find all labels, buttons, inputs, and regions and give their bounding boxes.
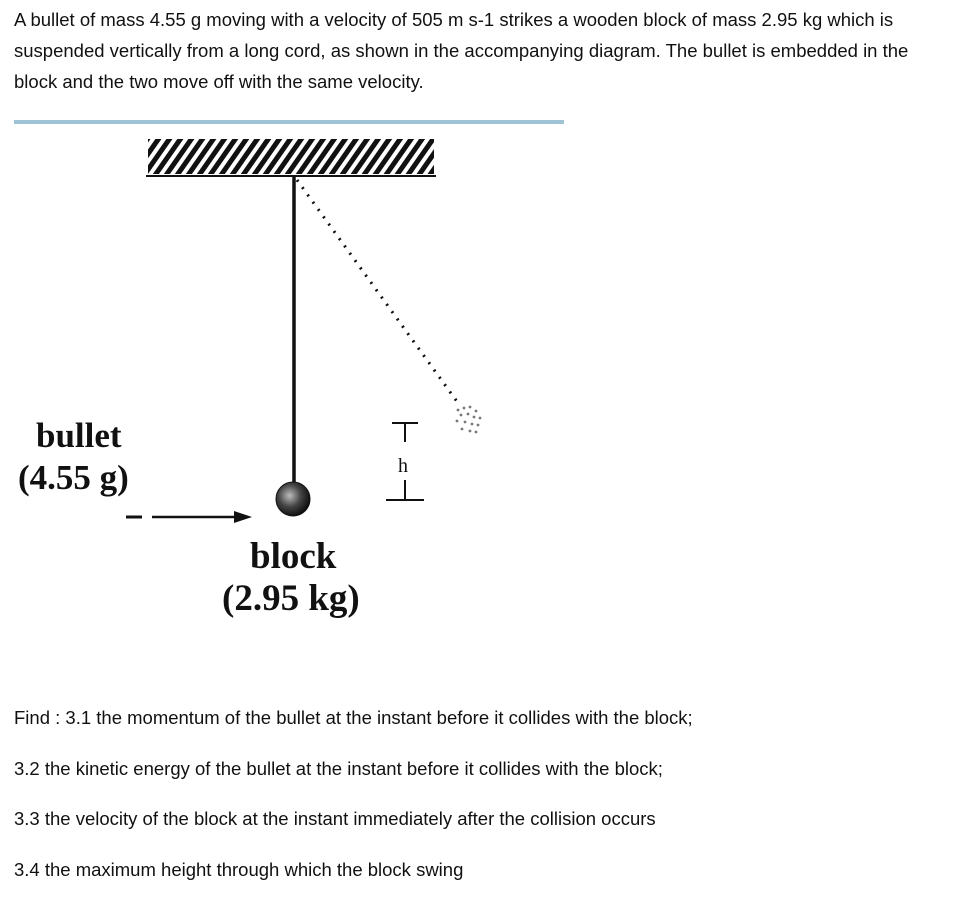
bullet-arrowhead [234,511,252,523]
question-3-3: 3.3 the velocity of the block at the instant immediately after the collision occurs [14,808,656,829]
swung-block [456,406,482,434]
bullet-label: bullet [36,416,122,455]
question-3-1: Find : 3.1 the momentum of the bullet at the instant before it collides with the block; [14,707,693,728]
block-label: block [250,536,337,577]
pendulum-diagram [0,110,963,630]
problem-intro: A bullet of mass 4.55 g moving with a velocity of 505 m s-1 strikes a wooden block of mass 2.95 kg which is suspended vertically from a long cord, as shown in the accompanying diagram. The bullet is embedded in the block and the two move off with the same velocity. [14,9,909,92]
block-mass-label: (2.95 kg) [222,578,360,619]
block-ball [276,482,310,516]
ceiling-support [148,139,434,174]
question-3-2: 3.2 the kinetic energy of the bullet at the instant before it collides with the block; [14,758,663,779]
question-3-4: 3.4 the maximum height through which the block swing [14,859,464,880]
swung-cord [297,180,458,403]
height-label: h [398,455,408,477]
bullet-mass-label: (4.55 g) [18,458,129,497]
